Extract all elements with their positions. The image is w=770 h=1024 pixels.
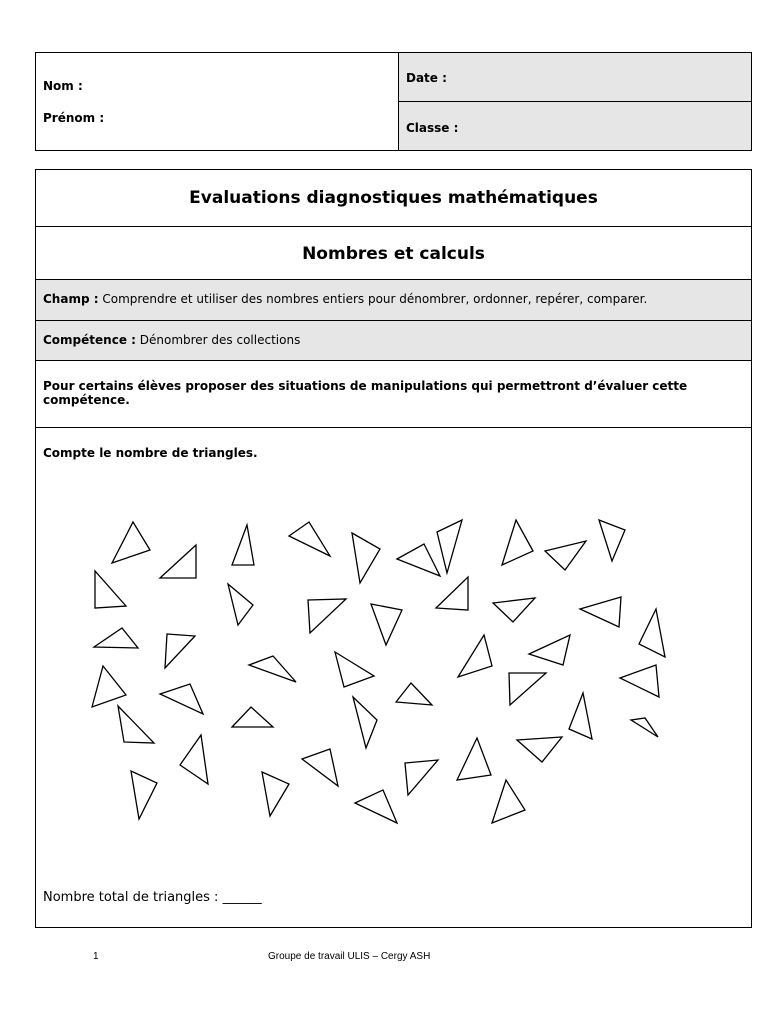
- prenom-label: Prénom :: [43, 111, 105, 125]
- triangle-shape: [131, 771, 157, 819]
- triangle-shape: [228, 584, 253, 625]
- triangle-shape: [371, 604, 402, 645]
- triangle-shape: [352, 533, 380, 583]
- triangle-shape: [249, 656, 296, 682]
- triangle-shape: [353, 697, 377, 748]
- competence-label: Compétence :: [43, 333, 136, 347]
- triangle-shape: [639, 609, 665, 657]
- triangle-shape: [631, 718, 658, 737]
- champ-value: Comprendre et utiliser des nombres entiers pour dénombrer, ordonner, repérer, comparer.: [98, 292, 648, 306]
- triangle-shape: [180, 735, 208, 784]
- triangle-shape: [502, 520, 533, 565]
- page-title: Evaluations diagnostiques mathématiques: [189, 188, 598, 208]
- triangle-shape: [457, 738, 491, 780]
- triangle-shape: [118, 706, 154, 743]
- triangle-shape: [493, 598, 535, 622]
- manipulation-note: Pour certains élèves proposer des situations de manipulations qui permettront d’évaluer cette compétence.: [43, 379, 688, 407]
- classe-label: Classe :: [406, 121, 459, 135]
- footer-text: Groupe de travail ULIS – Cergy ASH: [268, 951, 431, 962]
- triangle-shape: [95, 571, 126, 608]
- triangle-shape: [436, 577, 468, 610]
- triangle-shape: [289, 522, 330, 556]
- triangle-shape: [232, 707, 273, 727]
- total-triangles-answer: Nombre total de triangles : ______: [43, 890, 262, 905]
- triangle-shape: [620, 665, 659, 697]
- triangle-shape: [232, 525, 254, 565]
- triangle-shape: [308, 599, 346, 633]
- triangle-shape: [160, 545, 196, 578]
- triangle-shape: [517, 737, 562, 762]
- triangle-shape: [545, 541, 586, 570]
- triangle-shape: [355, 790, 397, 823]
- page-subtitle: Nombres et calculs: [302, 244, 485, 264]
- triangle-shape: [580, 597, 621, 627]
- instruction-text: Compte le nombre de triangles.: [43, 446, 258, 460]
- triangle-shape: [396, 683, 432, 705]
- triangle-shape: [437, 520, 462, 573]
- triangle-shape: [92, 666, 126, 707]
- triangle-shape: [397, 544, 440, 576]
- triangle-shape: [458, 635, 492, 677]
- triangle-shape: [165, 634, 195, 668]
- triangle-shape: [160, 684, 203, 714]
- triangle-shape: [569, 693, 592, 739]
- champ-label: Champ :: [43, 292, 99, 306]
- triangle-shape: [112, 522, 150, 563]
- triangle-shape: [509, 673, 546, 705]
- triangle-shape: [405, 760, 438, 795]
- page-number: 1: [93, 951, 99, 962]
- triangle-shape: [335, 652, 374, 687]
- triangle-shape: [599, 520, 625, 561]
- nom-label: Nom :: [43, 79, 83, 93]
- triangle-shape: [94, 628, 138, 648]
- triangle-shape: [262, 772, 289, 816]
- competence-value: Dénombrer des collections: [135, 333, 301, 347]
- triangle-shape: [492, 780, 525, 823]
- date-label: Date :: [406, 71, 447, 85]
- triangle-shape: [302, 749, 338, 786]
- triangle-shape: [529, 635, 570, 665]
